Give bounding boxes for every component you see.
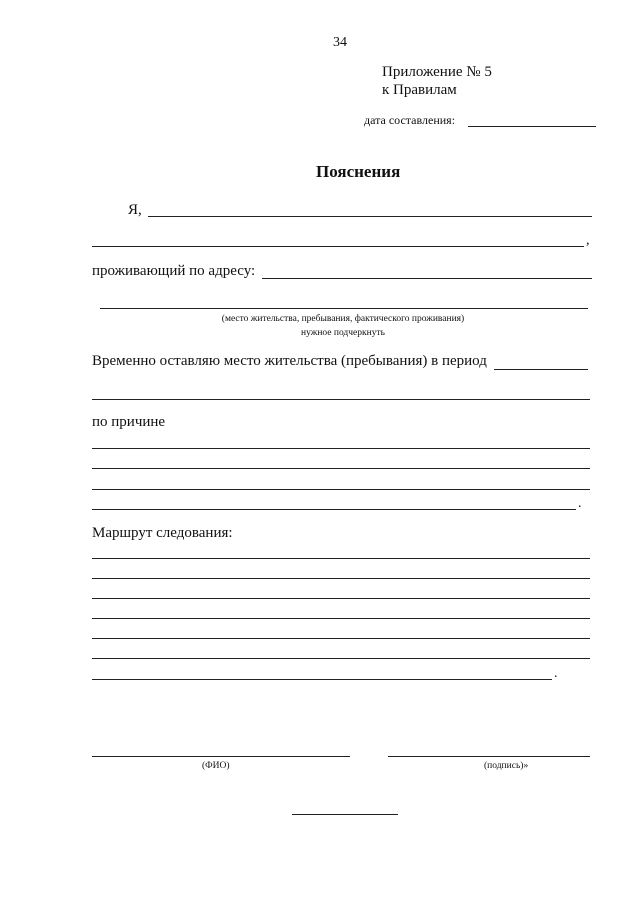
address-field[interactable]	[262, 278, 592, 279]
address-field-continued[interactable]	[100, 308, 588, 309]
name-prefix: Я,	[128, 202, 142, 218]
reason-line-2[interactable]	[92, 468, 590, 469]
reason-label: по причине	[92, 414, 166, 430]
route-line-5[interactable]	[92, 638, 590, 639]
reason-line-4[interactable]	[92, 509, 576, 510]
period-field-continued[interactable]	[92, 399, 590, 400]
address-hint: (место жительства, пребывания, фактического проживания)	[221, 314, 465, 324]
fio-field[interactable]	[92, 756, 350, 757]
route-period: .	[554, 666, 558, 681]
route-label: Маршрут следования:	[92, 525, 233, 541]
fio-caption: (ФИО)	[202, 761, 230, 771]
route-line-7[interactable]	[92, 679, 552, 680]
name-comma: ,	[586, 233, 590, 248]
route-line-4[interactable]	[92, 618, 590, 619]
name-field-continued[interactable]	[92, 246, 584, 247]
route-line-3[interactable]	[92, 598, 590, 599]
period-field[interactable]	[494, 369, 588, 370]
date-field[interactable]	[468, 126, 596, 127]
signature-caption: (подпись)»	[484, 761, 529, 771]
name-field[interactable]	[148, 216, 592, 217]
address-label: проживающий по адресу:	[92, 263, 256, 279]
appendix-title: Приложение № 5	[382, 64, 492, 80]
route-line-1[interactable]	[92, 558, 590, 559]
reason-line-1[interactable]	[92, 448, 590, 449]
reason-period: .	[578, 496, 582, 511]
route-line-6[interactable]	[92, 658, 590, 659]
signature-field[interactable]	[388, 756, 590, 757]
closing-separator	[292, 814, 398, 815]
reason-line-3[interactable]	[92, 489, 590, 490]
appendix-subtitle: к Правилам	[382, 82, 457, 98]
page-number: 34	[333, 35, 347, 50]
document-title: Пояснения	[316, 162, 401, 181]
address-hint-underline-note: нужное подчеркнуть	[301, 328, 385, 338]
route-line-2[interactable]	[92, 578, 590, 579]
period-label: Временно оставляю место жительства (пребывания) в период	[92, 353, 487, 369]
date-label: дата составления:	[364, 113, 456, 127]
